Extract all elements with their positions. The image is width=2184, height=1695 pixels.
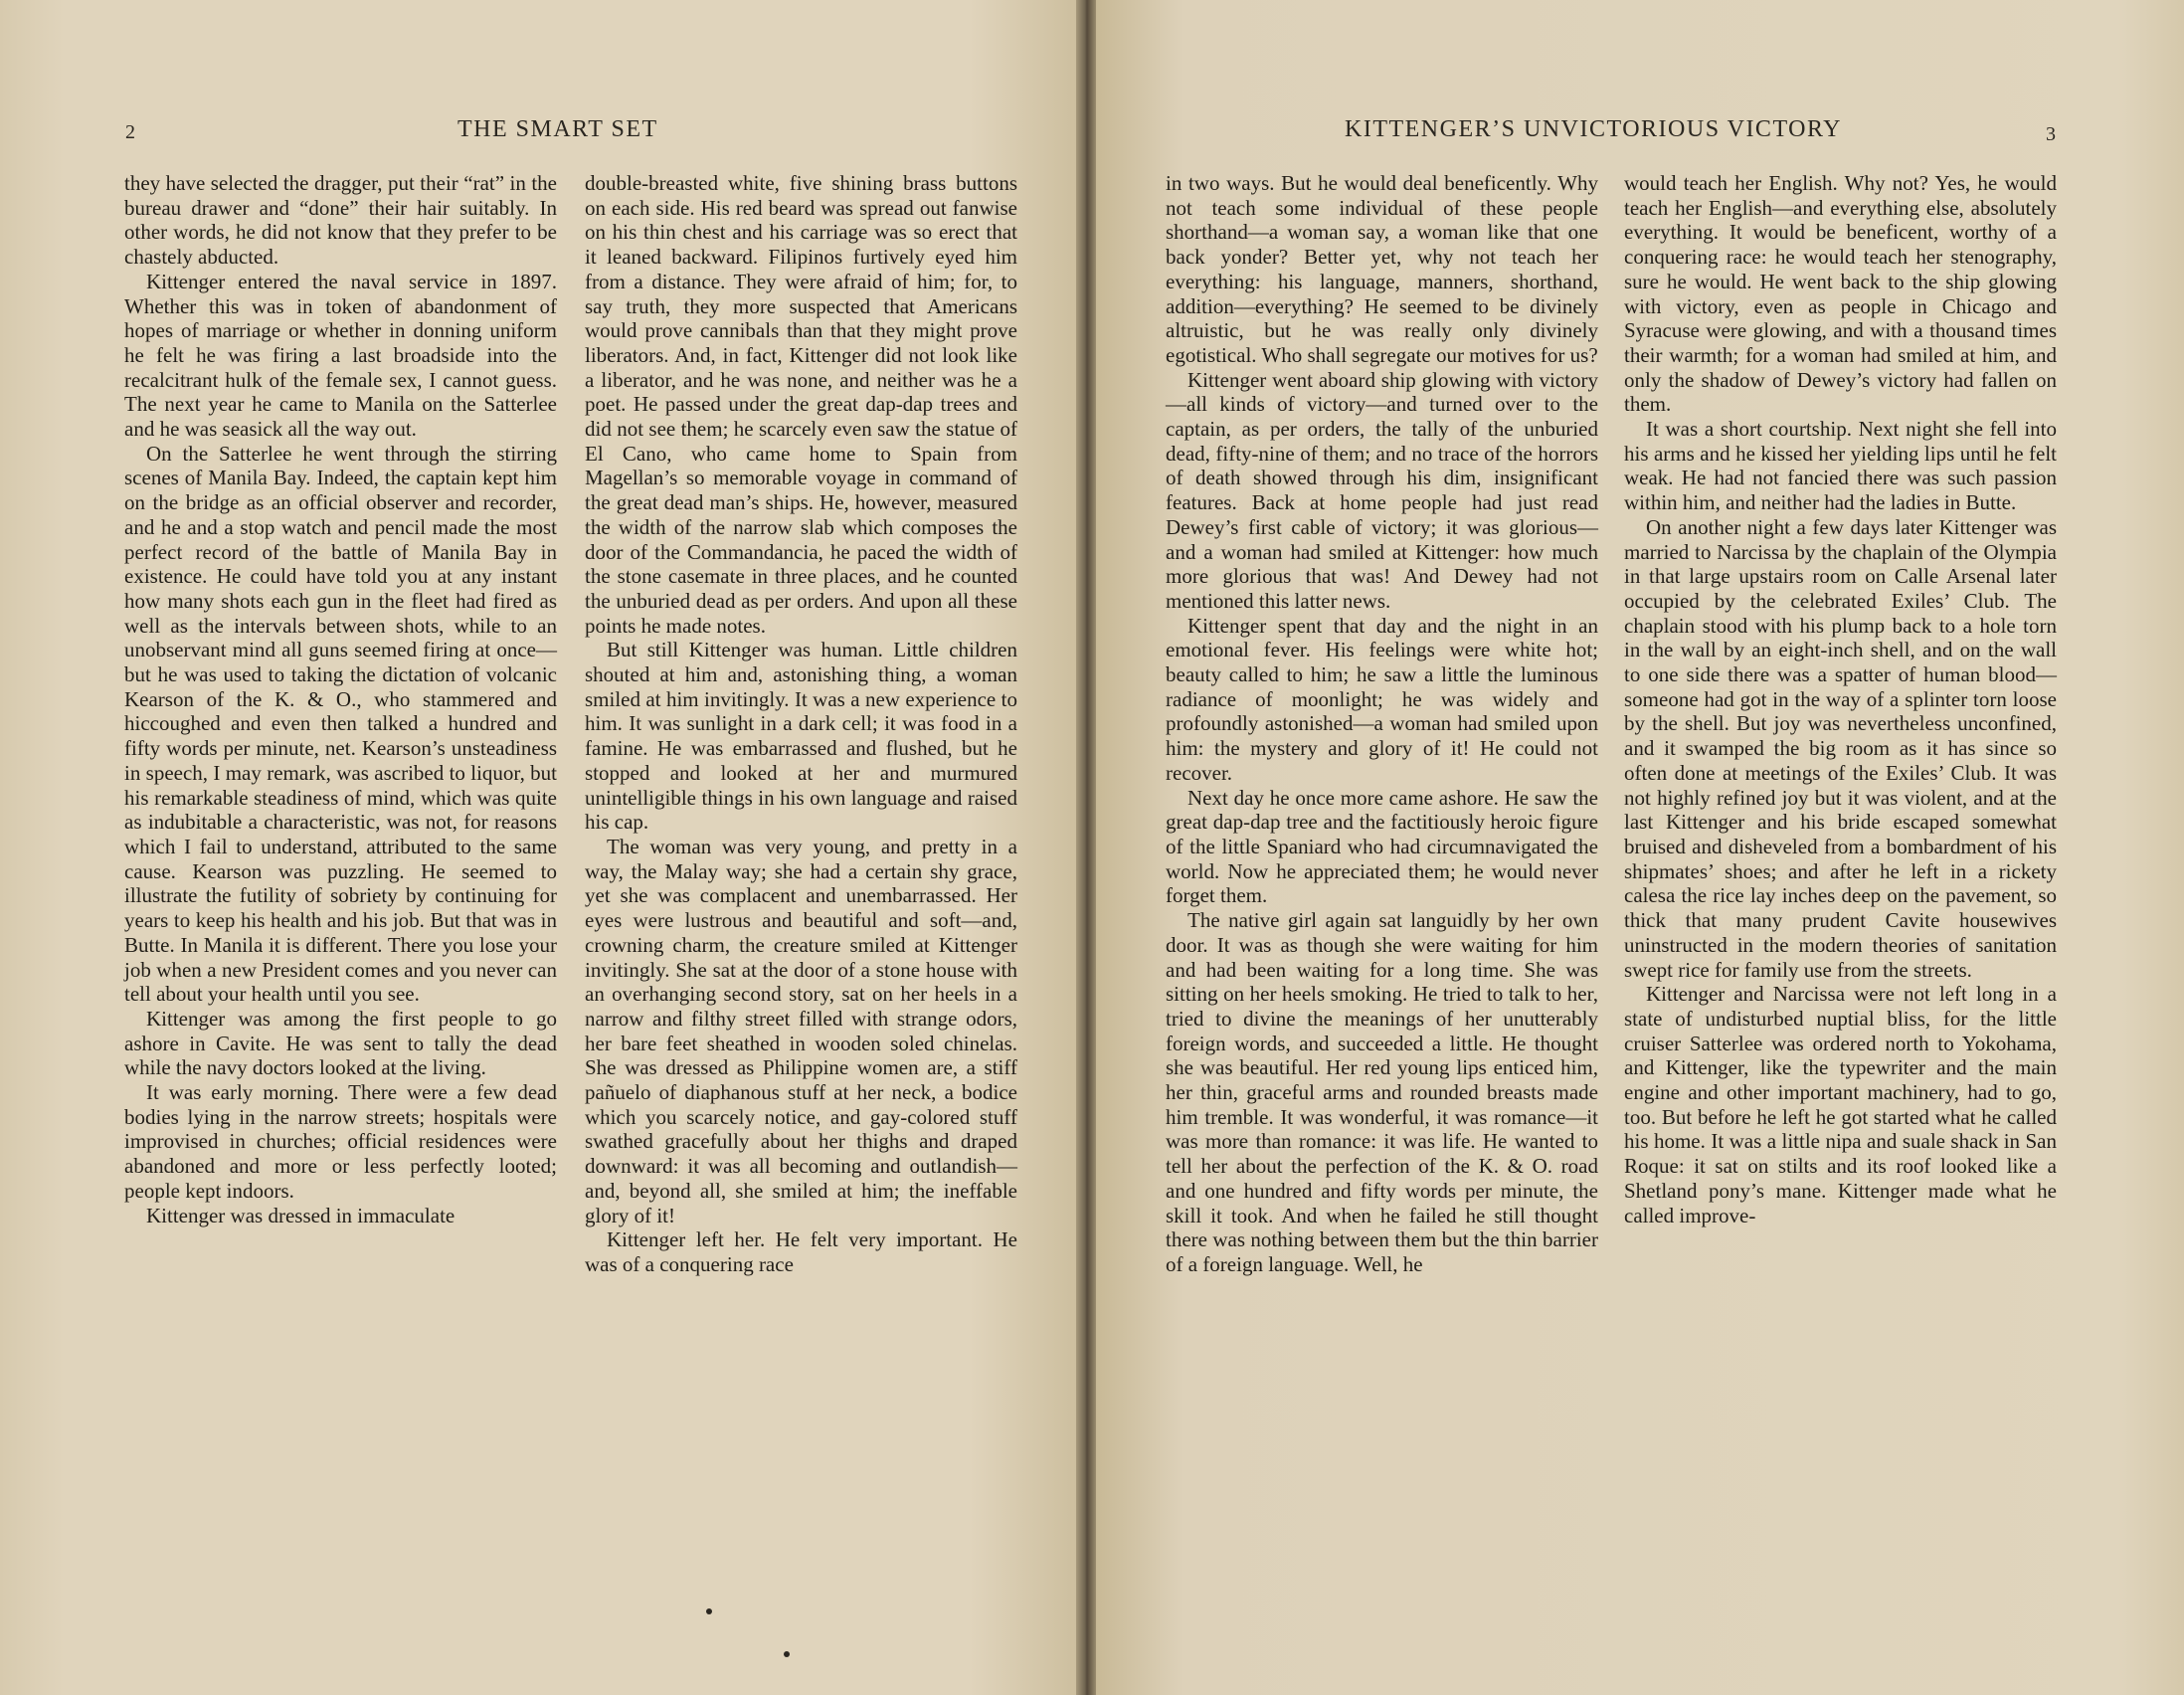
paragraph: double-breasted white, five shining brass buttons on each side. His red beard was spread out fanwise on his thin chest and his carriage was so erect that it leaned backward. Filipinos furtively eyed him from a distance. They were afraid of him; for, to say truth, they more suspected that Americans would prove cannibals than that they might prove liberators. And, in fact, Kittenger did not look like a liberator, and he was none, and neither was he a poet. He passed under the great dap-dap trees and did not see them; he scarcely even saw the statue of El Cano, who came home to Spain from Magellan’s so memorable voyage in command of the great dead man’s ships. He, however, measured the width of the narrow slab which composes the door of the Commandancia, he paced the width of the stone casemate in three places, and he counted the unburied dead as per orders. And upon all these points he made notes. <box>585 171 1017 638</box>
paragraph: they have selected the dragger, put their “rat” in the bureau drawer and “done” their hair suitably. In other words, he did not know that they prefer to be chastely abducted. <box>124 171 557 270</box>
left-column-2 <box>585 171 1017 1277</box>
ink-mark <box>784 1651 790 1657</box>
paragraph: On the Satterlee he went through the stirring scenes of Manila Bay. Indeed, the captain kept him on the bridge as an official observer and recorder, and he and a stop watch and pencil made the most perfect record of the battle of Manila Bay in existence. He could have told you at any instant how many shots each gun in the fleet had fired as well as the intervals between shots, while to an unobservant mind all guns seemed firing at once—but he was used to taking the dictation of volcanic Kearson of the K. & O., who stammered and hiccoughed and even then talked a hundred and fifty words per minute, net. Kearson’s unsteadiness in speech, I may remark, was ascribed to liquor, but his remarkable steadiness of mind, which was quite as indubitable a characteristic, was not, for reasons which I fail to understand, attributed to the same cause. Kearson was puzzling. He seemed to illustrate the futility of sobriety by continuing for years to keep his health and his job. But that was in Butte. In Manila it is different. There you lose your job when a new President comes and you never can tell about your health until you see. <box>124 441 557 1007</box>
paragraph: in two ways. But he would deal beneficently. Why not teach some individual of these people shorthand—a woman say, a woman like that one back yonder? Better yet, why not teach her everything: his language, manners, shorthand, addition—everything? He seemed to be divinely altruistic, but he was really only divinely egotistical. Who shall segregate our motives for us? <box>1166 171 1598 367</box>
paragraph: The native girl again sat languidly by her own door. It was as though she were waiting for him and had been waiting for a long time. She was sitting on her heels smoking. He tried to talk to her, tried to divine the meanings of her unutterably foreign words, and succeeded a little. He thought she was beautiful. Her red young lips enticed him, her thin, graceful arms and rounded breasts made him tremble. It was wonderful, it was romance—it was more than romance: it was life. He wanted to tell her about the perfection of the K. & O. road and one hundred and fifty words per minute, the skill it took. And when he failed he still thought there was nothing between them but the thin barrier of a foreign language. Well, he <box>1166 908 1598 1276</box>
paragraph: But still Kittenger was human. Little children shouted at him and, astonishing thing, a woman smiled at him invitingly. It was a new experience to him. It was sunlight in a dark cell; it was food in a famine. He was embarrassed and flushed, but he stopped and looked at her and murmured unintelligible things in his own language and raised his cap. <box>585 638 1017 835</box>
right-running-title: KITTENGER’S UNVICTORIOUS VICTORY <box>1345 116 1843 142</box>
right-column-2 <box>1624 171 2057 1227</box>
paragraph: would teach her English. Why not? Yes, he would teach her English—and everything else, absolutely everything. It would be beneficent, worthy of a conquering race: he would teach her stenography, sure he would. He went back to the ship glowing with victory, even as people in Chicago and Syracuse were glowing, and with a thousand times their warmth; for a woman had smiled at him, and only the shadow of Dewey’s victory had fallen on them. <box>1624 171 2057 417</box>
paragraph: Kittenger was dressed in immaculate <box>146 1203 455 1227</box>
left-page <box>0 0 1076 1695</box>
left-page-number: 2 <box>125 121 135 143</box>
right-page <box>1096 0 2184 1695</box>
paragraph: On another night a few days later Kittenger was married to Narcissa by the chaplain of the Olympia in that large upstairs room on Calle Arsenal later occupied by the celebrated Exiles’ Club. The chaplain stood with his plump back to a hole torn in the wall by an eight-inch shell, and on the wall to one side there was a spatter of human blood—someone had got in the way of a splinter torn loose by the shell. But joy was nevertheless unconfined, and it swamped the big room as it has since so often done at meetings of the Exiles’ Club. It was not highly refined joy but it was violent, and at the last Kittenger and his bride escaped somewhat bruised and disheveled from a bombardment of his shipmates’ shoes; and after he left in a rickety calesa the rice lay inches deep on the pavement, so thick that many prudent Cavite housewives uninstructed in the modern theories of sanitation swept rice for family use from the streets. <box>1624 514 2057 982</box>
ink-mark <box>706 1608 712 1614</box>
paragraph: Kittenger left her. He felt very important. He was of a conquering race <box>585 1227 1017 1276</box>
paragraph: Kittenger was among the first people to go ashore in Cavite. He was sent to tally the dead while the navy doctors looked at the living. <box>124 1006 557 1080</box>
left-running-title: THE SMART SET <box>457 116 658 142</box>
paragraph: Kittenger and Narcissa were not left long in a state of undisturbed nuptial bliss, for the little cruiser Satterlee was ordered north to Yokohama, and Kittenger, like the typewriter and the main engine and other important machinery, had to go, too. But before he left he got started what he called his home. It was a little nipa and suale shack in San Roque: it sat on stilts and its roof looked like a Shetland pony’s mane. Kittenger made what he called improve- <box>1624 982 2057 1227</box>
paragraph: It was early morning. There were a few dead bodies lying in the narrow streets; hospitals were improvised in churches; official residences were abandoned and more or less perfectly looted; people kept indoors. <box>124 1080 557 1203</box>
paragraph: Kittenger spent that day and the night in an emotional fever. His feelings were white hot; beauty called to him; he saw a little the luminous radiance of moonlight; he was widely and profoundly astonished—a woman had smiled upon him: the mystery and glory of it! He could not recover. <box>1166 613 1598 785</box>
paragraph: The woman was very young, and pretty in a way, the Malay way; she had a certain shy grace, yet she was complacent and unembarrassed. Her eyes were lustrous and beautiful and soft—and, crowning charm, the creature smiled at Kittenger invitingly. She sat at the door of a stone house with an overhanging second story, sat on her heels in a narrow and filthy street filled with strange odors, her bare feet sheathed in wooden soled chinelas. She was dressed as Philippine women are, a stiff pañuelo of diaphanous stuff at her neck, a bodice which you scarcely notice, and gay-colored stuff swathed gracefully about her thighs and draped downward: it was all becoming and outlandish—and, beyond all, she smiled at him; the ineffable glory of it! <box>585 834 1017 1227</box>
paragraph: Kittenger entered the naval service in 1897. Whether this was in token of abandonment of hopes of marriage or whether in donning uniform he felt he was firing a last broadside into the recalcitrant hulk of the female sex, I cannot guess. The next year he came to Manila on the Satterlee and he was seasick all the way out. <box>124 269 557 442</box>
paragraph: Kittenger went aboard ship glowing with victory—all kinds of victory—and turned over to the captain, as per orders, the tally of the unburied dead, fifty-nine of them; and no trace of the horrors of death showed through his dim, insignificant features. Back at home people had just read Dewey’s first cable of victory; it was glorious—and a woman had smiled at Kittenger: how much more glorious that was! And Dewey had not mentioned this latter news. <box>1166 367 1598 613</box>
right-column-1 <box>1166 171 1598 1277</box>
paragraph: It was a short courtship. Next night she fell into his arms and he kissed her yielding lips until he felt weak. He had not fancied there was such passion within him, and neither had the ladies in Butte. <box>1624 417 2057 515</box>
paragraph: Next day he once more came ashore. He saw the great dap-dap tree and the factitiously heroic figure of the little Spaniard who had circumnavigated the world. Now he appreciated them; he would never forget them. <box>1166 785 1598 908</box>
left-column-1 <box>124 171 557 1227</box>
right-page-number: 3 <box>2046 123 2056 145</box>
book-gutter <box>1076 0 1096 1695</box>
